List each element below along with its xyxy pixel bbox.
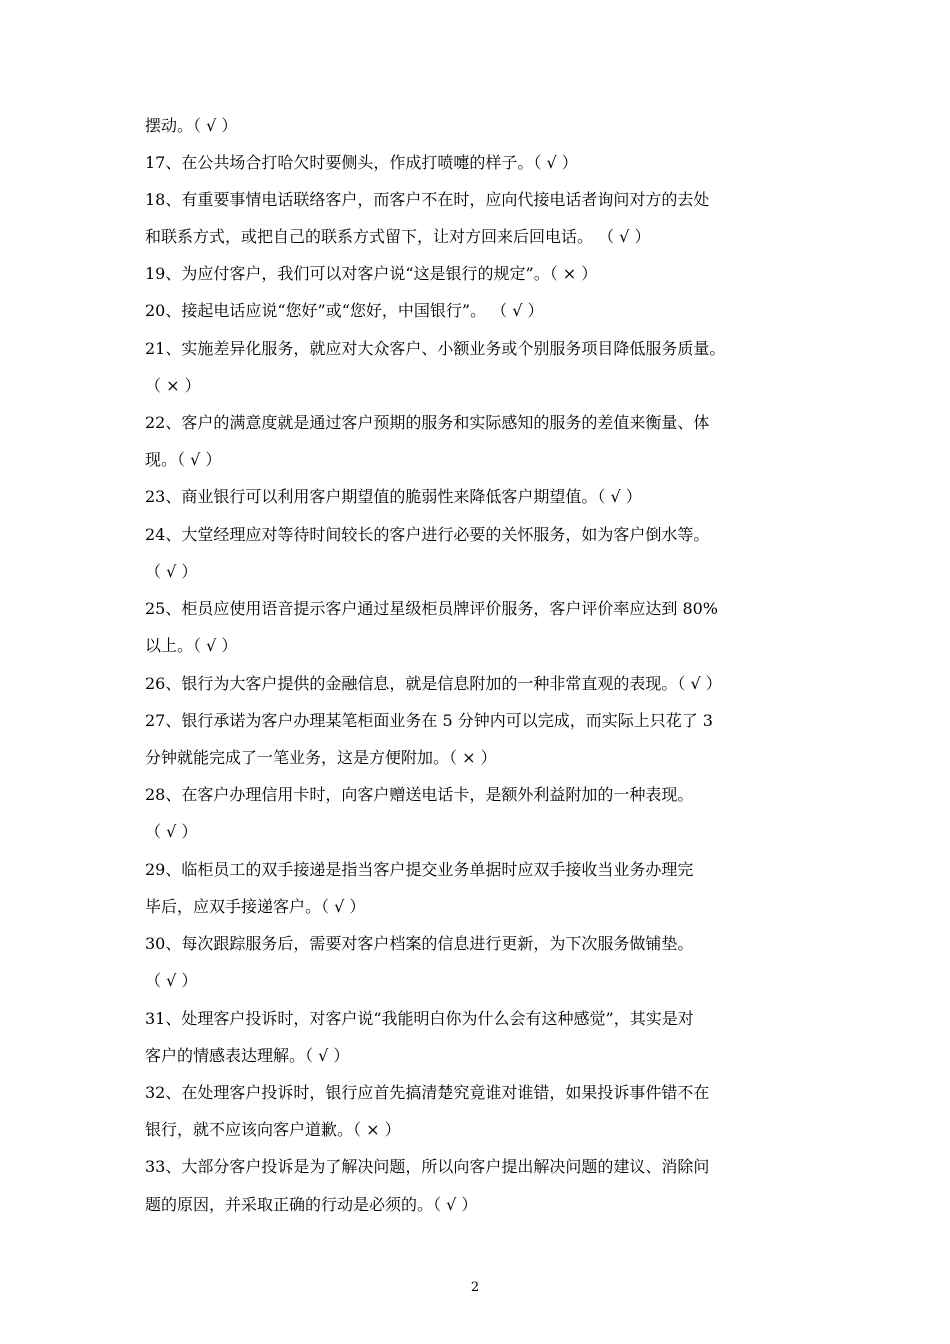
text-line: 29、临柜员工的双手接递是指当客户提交业务单据时应双手接收当业务办理完 (145, 860, 694, 879)
text-line: 以上。（ √ ） (145, 636, 238, 655)
text-line: 23、商业银行可以利用客户期望值的脆弱性来降低客户期望值。（ √ ） (145, 487, 642, 506)
text-line: 毕后，应双手接递客户。（ √ ） (145, 897, 366, 916)
text-line: （ × ） (145, 376, 201, 395)
text-line: 31、处理客户投诉时，对客户说“我能明白你为什么会有这种感觉”，其实是对 (145, 1009, 694, 1028)
text-line: 银行，就不应该向客户道歉。（ × ） (145, 1120, 401, 1139)
text-line: 30、每次跟踪服务后，需要对客户档案的信息进行更新，为下次服务做铺垫。 (145, 934, 694, 953)
text-line: 分钟就能完成了一笔业务，这是方便附加。（ × ） (145, 748, 497, 767)
text-line: 和联系方式，或把自己的联系方式留下，让对方回来后回电话。 （ √ ） (145, 227, 651, 246)
text-line: 33、大部分客户投诉是为了解决问题，所以向客户提出解决问题的建议、消除问 (145, 1157, 710, 1176)
text-line: 现。（ √ ） (145, 450, 222, 469)
text-line: 21、实施差异化服务，就应对大众客户、小额业务或个别服务项目降低服务质量。 (145, 339, 726, 358)
text-line: 26、银行为大客户提供的金融信息，就是信息附加的一种非常直观的表现。（ √ ） (145, 674, 722, 693)
text-line: 题的原因，并采取正确的行动是必须的。（ √ ） (145, 1195, 478, 1214)
text-line: 28、在客户办理信用卡时，向客户赠送电话卡，是额外利益附加的一种表现。 (145, 785, 694, 804)
text-line: 19、为应付客户，我们可以对客户说“这是银行的规定”。（ × ） (145, 264, 598, 283)
text-line: 客户的情感表达理解。（ √ ） (145, 1046, 350, 1065)
text-line: 32、在处理客户投诉时，银行应首先搞清楚究竟谁对谁错，如果投诉事件错不在 (145, 1083, 710, 1102)
text-line: （ √ ） (145, 822, 198, 841)
text-line: 18、有重要事情电话联络客户，而客户不在时，应向代接电话者询问对方的去处 (145, 190, 710, 209)
text-line: 24、大堂经理应对等待时间较长的客户进行必要的关怀服务，如为客户倒水等。 (145, 525, 710, 544)
text-line: 27、银行承诺为客户办理某笔柜面业务在 5 分钟内可以完成，而实际上只花了 3 (145, 711, 713, 730)
text-line: （ √ ） (145, 971, 198, 990)
text-line: 20、接起电话应说“您好”或“您好，中国银行”。 （ √ ） (145, 301, 544, 320)
text-line: 17、在公共场合打哈欠时要侧头，作成打喷嚏的样子。（ √ ） (145, 153, 578, 172)
text-line: 22、客户的满意度就是通过客户预期的服务和实际感知的服务的差值来衡量、体 (145, 413, 710, 432)
text-line: 摆动。（ √ ） (145, 116, 238, 135)
text-line: 25、柜员应使用语音提示客户通过星级柜员牌评价服务，客户评价率应达到 80% (145, 599, 719, 618)
text-line: （ √ ） (145, 562, 198, 581)
page-number: 2 (470, 1280, 480, 1295)
